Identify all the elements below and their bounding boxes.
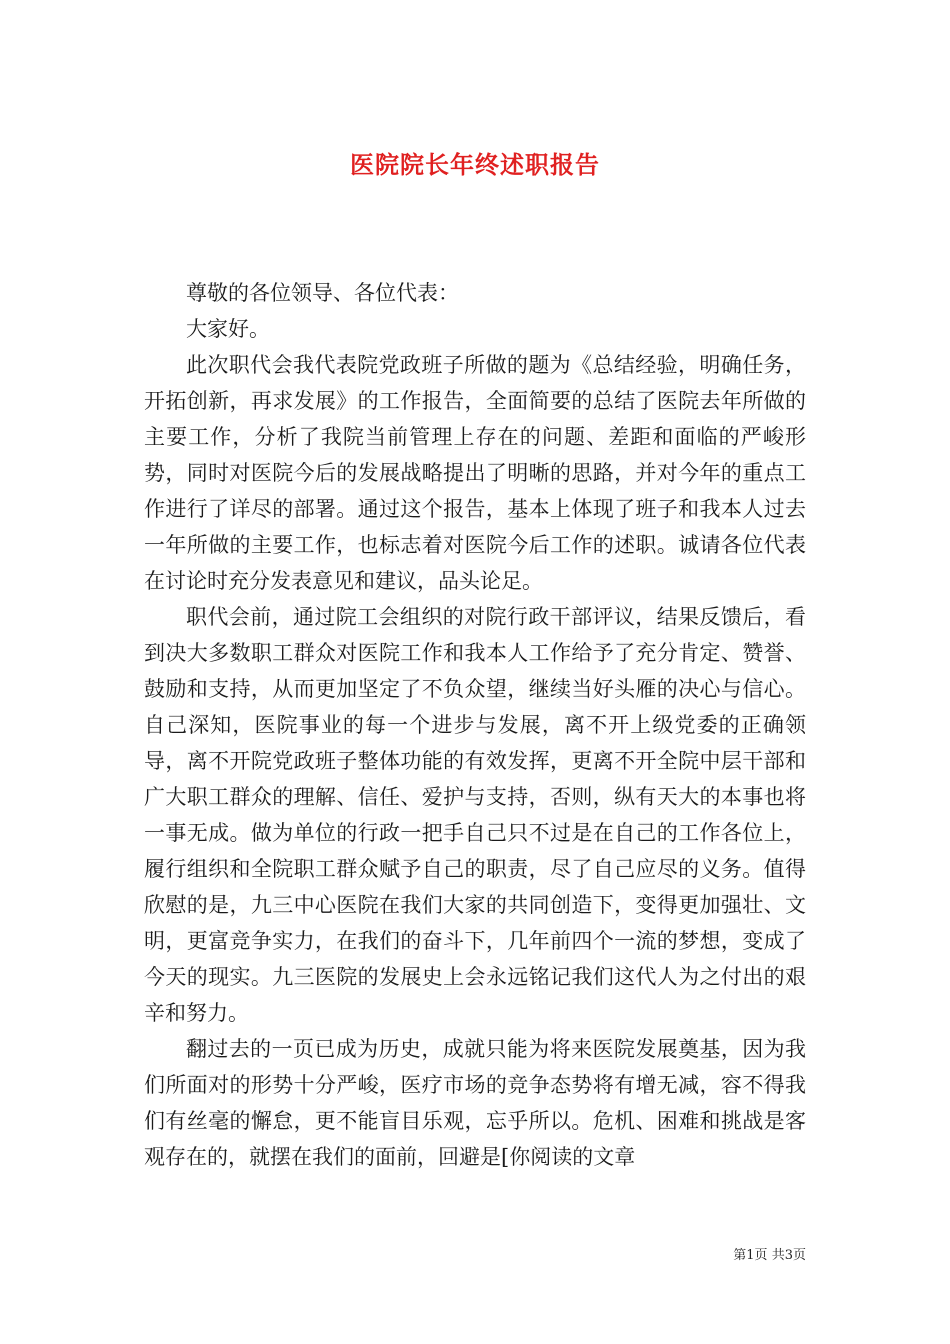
body-paragraph-2: 职代会前，通过院工会组织的对院行政干部评议，结果反馈后，看到决大多数职工群众对医院工作和我本人工作给予了充分肯定、赞誉、鼓励和支持，从而更加坚定了不负众望，继续当好头雁的决心与信心。自己深知，医院事业的每一个进步与发展，离不开上级党委的正确领导，离不开院党政班子整体功能的有效发挥，更离不开全院中层干部和广大职工群众的理解、信任、爱护与支持，否则，纵有天大的本事也将一事无成。做为单位的行政一把手自己只不过是在自己的工作各位上，履行组织和全院职工群众赋予自己的职责，尽了自己应尽的义务。值得欣慰的是，九三中心医院在我们大家的共同创造下，变得更加强壮、文明，更富竞争实力，在我们的奋斗下，几年前四个一流的梦想，变成了今天的现实。九三医院的发展史上会永远铭记我们这代人为之付出的艰辛和努力。 (144, 605, 806, 1025)
page-footer (733, 1247, 806, 1265)
total-label: 共 (771, 1248, 785, 1263)
page-unit: 页 (754, 1248, 768, 1263)
page-number: 1 (746, 1248, 755, 1263)
document-title: 医院院长年终述职报告 (350, 150, 600, 180)
page-label: 第 (733, 1248, 747, 1263)
salutation: 尊敬的各位领导、各位代表： (186, 281, 459, 305)
greeting: 大家好。 (186, 317, 270, 341)
body-paragraph-3: 翻过去的一页已成为历史，成就只能为将来医院发展奠基，因为我们所面对的形势十分严峻，医疗市场的竞争态势将有增无减，容不得我们有丝毫的懈怠，更不能盲目乐观，忘乎所以。危机、困难和挑战是客观存在的，就摆在我们的面前，回避是[你阅读的文章 (144, 1037, 806, 1169)
total-pages: 3 (784, 1248, 793, 1263)
total-unit: 页 (792, 1248, 806, 1263)
body-paragraph-1: 此次职代会我代表院党政班子所做的题为《总结经验，明确任务，开拓创新，再求发展》的工作报告，全面简要的总结了医院去年所做的主要工作，分析了我院当前管理上存在的问题、差距和面临的严峻形势，同时对医院今后的发展战略提出了明晰的思路，并对今年的重点工作进行了详尽的部署。通过这个报告，基本上体现了班子和我本人过去一年所做的主要工作，也标志着对医院今后工作的述职。诚请各位代表在讨论时充分发表意见和建议，品头论足。 (144, 353, 806, 593)
document-body (144, 275, 806, 1175)
